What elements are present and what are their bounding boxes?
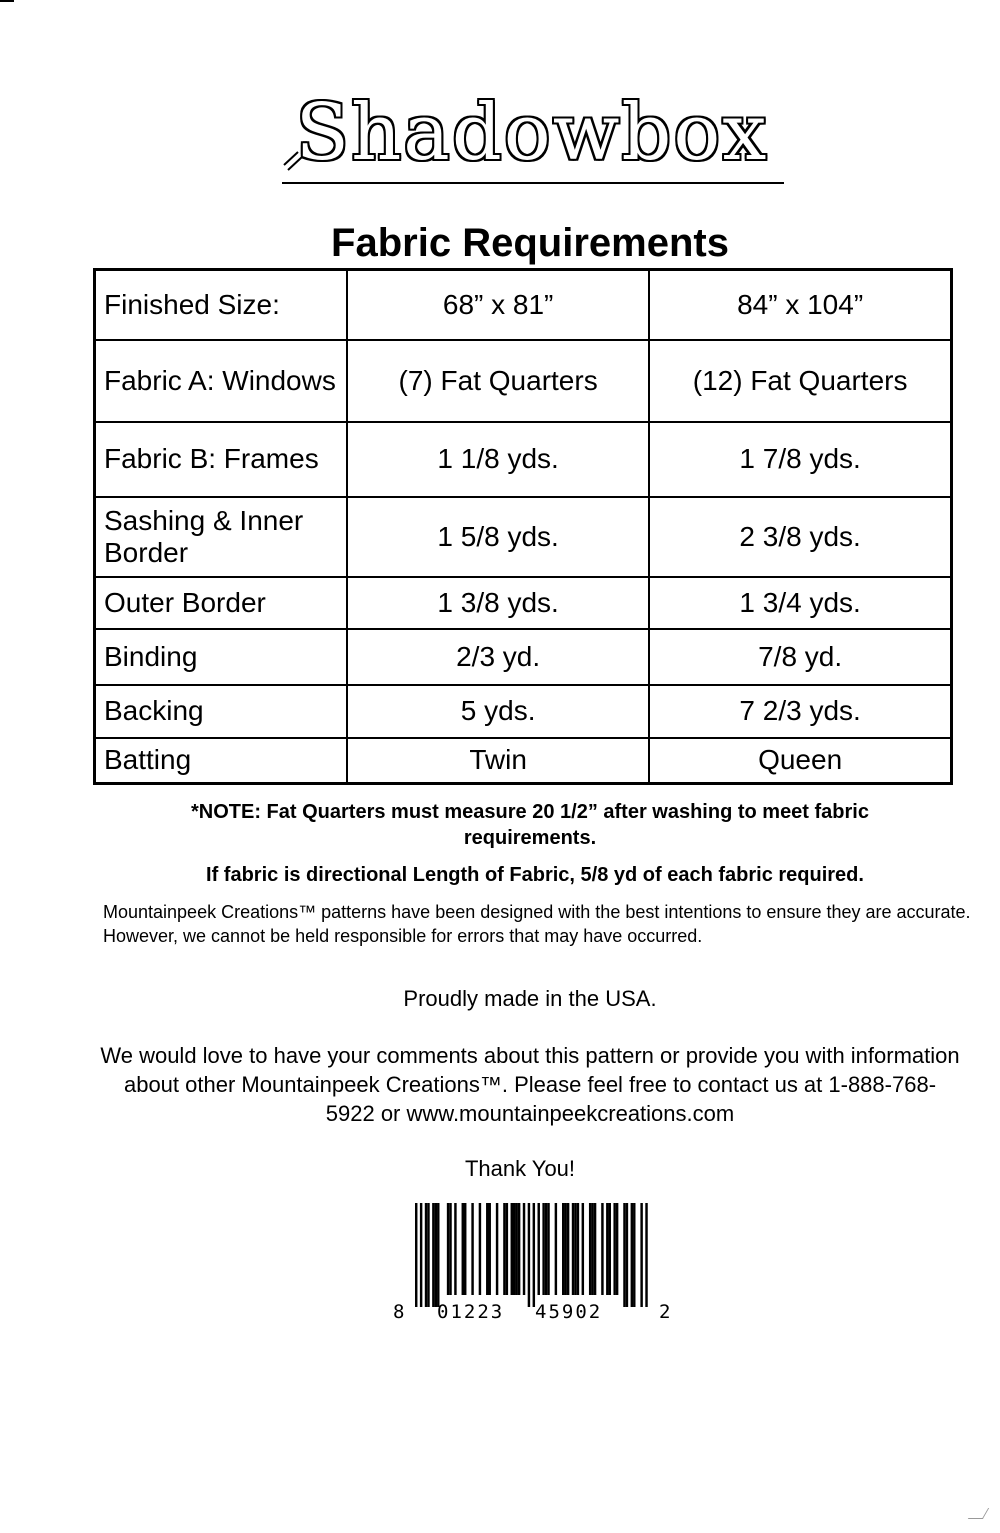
large-size-value: 1 3/4 yds. xyxy=(649,577,951,629)
thank-you-text: Thank You! xyxy=(464,1156,576,1181)
barcode-bar xyxy=(606,1203,608,1295)
large-size-value: (12) Fat Quarters xyxy=(649,340,951,422)
barcode-bar xyxy=(454,1203,456,1295)
barcode-bar xyxy=(538,1203,540,1295)
small-size-value: 2/3 yd. xyxy=(347,629,649,685)
barcode-bar xyxy=(613,1203,615,1295)
barcode-bar xyxy=(533,1203,535,1307)
small-size-value: 5 yds. xyxy=(347,685,649,738)
barcode-bar xyxy=(432,1203,434,1307)
scan-corner-mark xyxy=(0,0,14,2)
barcode-bar xyxy=(528,1203,530,1307)
large-size-value: 7 2/3 yds. xyxy=(649,685,951,738)
barcode-bar xyxy=(511,1203,513,1295)
table-row xyxy=(95,685,952,738)
row-label: Fabric B: Frames xyxy=(95,422,348,497)
barcode-bar xyxy=(462,1203,464,1295)
barcode-bar xyxy=(640,1203,642,1307)
table-row xyxy=(95,422,952,497)
barcode-bar xyxy=(427,1203,429,1307)
fat-quarter-note: *NOTE: Fat Quarters must measure 20 1/2” after washing to meet fabric requirements. xyxy=(191,801,869,849)
logo-text: Shadowbox xyxy=(295,88,769,178)
barcode-left-digits: 01223 xyxy=(437,1301,505,1323)
large-size-value: 2 3/8 yds. xyxy=(649,497,951,577)
large-size-value: Queen xyxy=(649,738,951,784)
barcode-bar xyxy=(609,1203,611,1295)
barcode-bar xyxy=(506,1203,508,1295)
barcode-bar xyxy=(489,1203,491,1295)
barcode-bar xyxy=(631,1203,633,1307)
table-row xyxy=(95,577,952,629)
row-label: Outer Border xyxy=(95,577,348,629)
barcode-bar xyxy=(447,1203,449,1295)
barcode-bar xyxy=(471,1203,473,1295)
table-row xyxy=(95,738,952,784)
scan-edge-mark xyxy=(968,1508,989,1519)
small-size-value: (7) Fat Quarters xyxy=(347,340,649,422)
barcode-bar xyxy=(591,1203,593,1295)
small-size-value: 68” x 81” xyxy=(347,270,649,340)
barcode-bar xyxy=(437,1203,439,1307)
small-size-value: 1 5/8 yds. xyxy=(347,497,649,577)
barcode-bar xyxy=(626,1203,628,1307)
small-size-value: 1 1/8 yds. xyxy=(347,422,649,497)
row-label: Backing xyxy=(95,685,348,738)
fabric-requirements-table xyxy=(93,268,953,785)
row-label: Fabric A: Windows xyxy=(95,340,348,422)
section-title: Fabric Requirements xyxy=(331,221,729,265)
row-label: Finished Size: xyxy=(95,270,348,340)
barcode-bar xyxy=(601,1203,603,1295)
barcode-number-system: 8 xyxy=(393,1301,405,1323)
barcode-bar xyxy=(486,1203,488,1295)
row-label: Sashing & Inner Border xyxy=(95,497,348,577)
small-size-value: Twin xyxy=(347,738,649,784)
table-row xyxy=(95,340,952,422)
barcode-bar xyxy=(449,1203,451,1295)
contact-text: We would love to have your comments about this pattern or provide you with information about other Mountainpeek Creations™. Please feel free to contact us at 1-888-768-5922 or www.mountainpeekcreations.com xyxy=(100,1043,960,1126)
made-in-usa-text: Proudly made in the USA. xyxy=(403,986,657,1011)
barcode-bar xyxy=(542,1203,544,1295)
barcode-bar xyxy=(562,1203,564,1295)
shadowbox-logo xyxy=(272,80,792,190)
upc-barcode xyxy=(395,1203,675,1323)
directional-fabric-note: If fabric is directional Length of Fabric, 5/8 yd of each fabric required. xyxy=(206,864,864,886)
barcode-bar xyxy=(479,1203,481,1295)
barcode-bar xyxy=(564,1203,566,1295)
barcode-bar xyxy=(567,1203,569,1295)
barcode-right-digits: 45902 xyxy=(535,1301,603,1323)
row-label: Batting xyxy=(95,738,348,784)
barcode-bar xyxy=(425,1203,427,1307)
barcode-bar xyxy=(435,1203,437,1307)
barcode-bar xyxy=(513,1203,515,1295)
barcode-bar xyxy=(496,1203,498,1295)
barcode-bar xyxy=(623,1203,625,1307)
large-size-value: 84” x 104” xyxy=(649,270,951,340)
barcode-bar xyxy=(555,1203,557,1295)
barcode-check-digit: 2 xyxy=(659,1301,671,1323)
barcode-bar xyxy=(464,1203,466,1295)
small-size-value: 1 3/8 yds. xyxy=(347,577,649,629)
barcode-bar xyxy=(523,1203,525,1295)
barcode-bar xyxy=(589,1203,591,1295)
barcode-bar xyxy=(547,1203,549,1295)
barcode-bar xyxy=(420,1203,422,1307)
table-row xyxy=(95,497,952,577)
barcode-bar xyxy=(518,1203,520,1295)
barcode-bar xyxy=(582,1203,584,1295)
barcode-bar xyxy=(515,1203,517,1295)
barcode-bar xyxy=(574,1203,576,1295)
row-label: Binding xyxy=(95,629,348,685)
barcode-bar xyxy=(577,1203,579,1295)
large-size-value: 7/8 yd. xyxy=(649,629,951,685)
barcode-bar xyxy=(594,1203,596,1295)
barcode-bar xyxy=(415,1203,417,1307)
large-size-value: 1 7/8 yds. xyxy=(649,422,951,497)
table-row xyxy=(95,270,952,340)
disclaimer-text: Mountainpeek Creations™ patterns have been designed with the best intentions to ensure they are accurate. However, we cannot be held responsible for errors that may have occurred. xyxy=(103,902,971,946)
barcode-bar xyxy=(616,1203,618,1295)
barcode-bar xyxy=(503,1203,505,1295)
barcode-bar xyxy=(645,1203,647,1307)
barcode-bar xyxy=(545,1203,547,1295)
barcode-bar xyxy=(633,1203,635,1307)
barcode-bar xyxy=(572,1203,574,1295)
table-row xyxy=(95,629,952,685)
